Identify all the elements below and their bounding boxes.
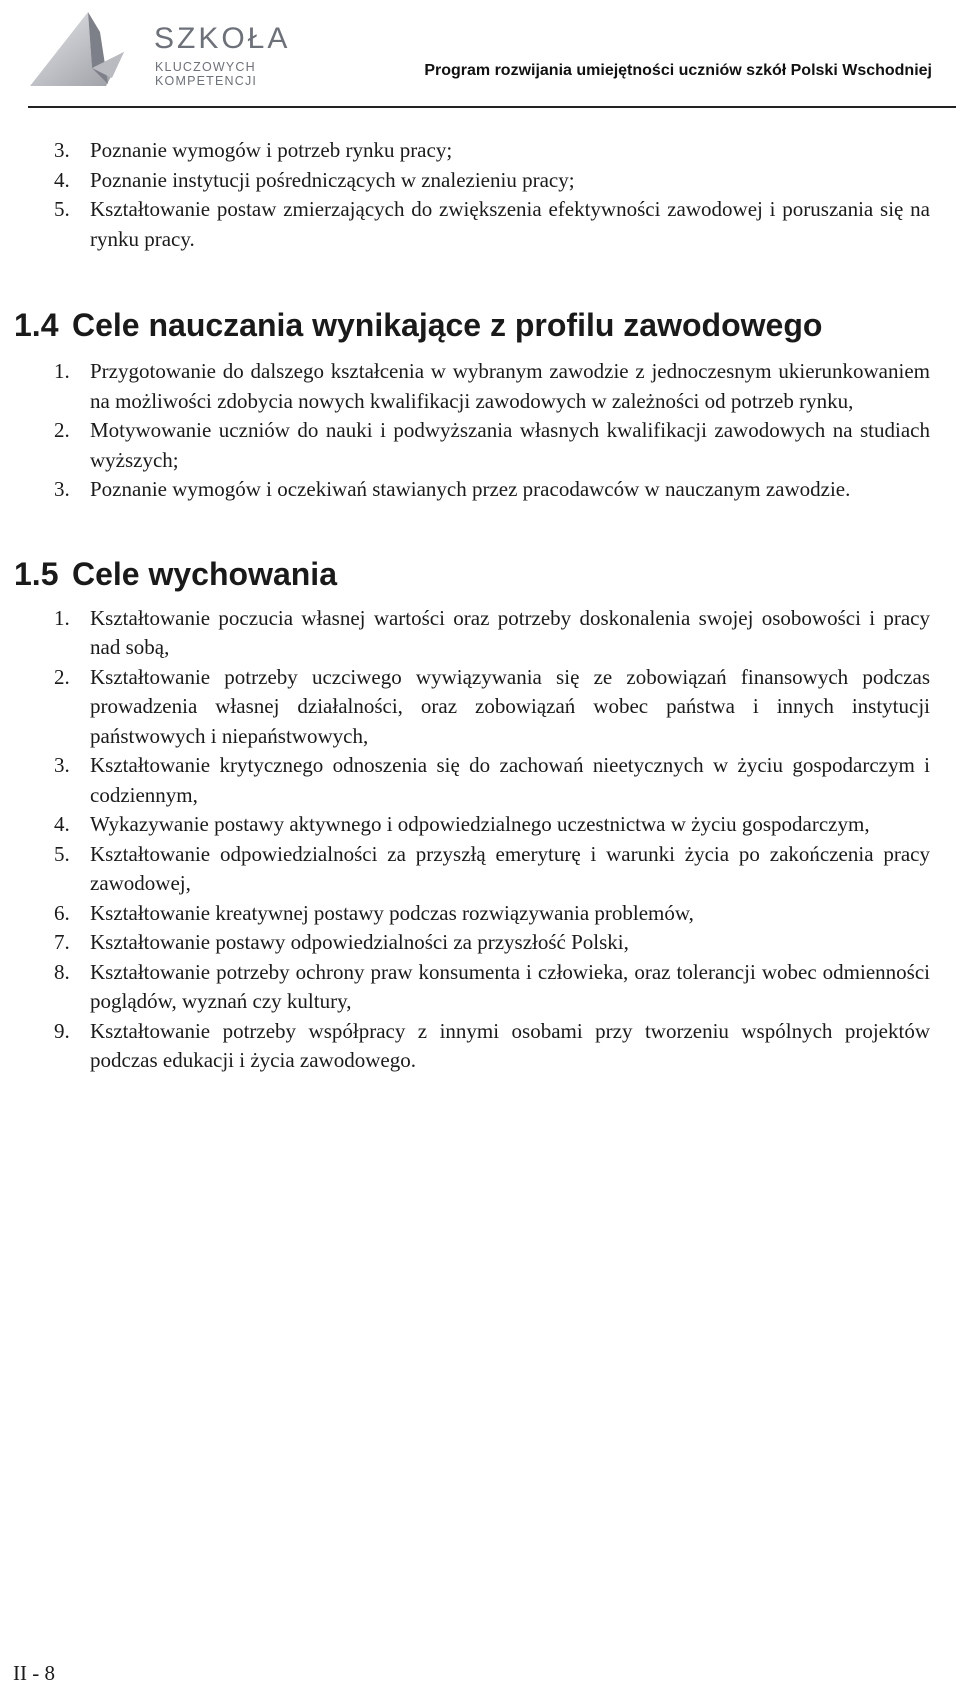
list-section-1-4 (54, 357, 930, 505)
item-text: Kształtowanie potrzeby współpracy z innymi osobami przy tworzeniu wspólnych projektów podczas edukacji i życia zawodowego. (90, 1018, 930, 1072)
item-number: 5. (54, 197, 70, 221)
item-number: 3. (54, 753, 70, 777)
list-top (54, 136, 930, 254)
list-section-1-5 (54, 604, 930, 1076)
item-text: Kształtowanie poczucia własnej wartości oraz potrzeby doskonalenia swojej osobowości i pracy nad sobą, (90, 605, 930, 659)
page-number: II - 8 (13, 1661, 55, 1685)
logo-title: SZKOŁA (154, 22, 291, 55)
page-header (0, 0, 960, 110)
list-item (54, 810, 930, 840)
item-text: Kształtowanie krytycznego odnoszenia się do zachowań nieetycznych w życiu gospodarczym i codziennym, (90, 753, 930, 807)
item-text: Motywowanie uczniów do nauki i podwyższania własnych kwalifikacji zawodowych na studiach wyższych; (90, 418, 930, 472)
school-logo (28, 8, 318, 88)
list-item (54, 899, 930, 929)
section-title: Cele nauczania wynikające z profilu zawodowego (72, 307, 823, 343)
section-heading-1-4 (14, 305, 930, 345)
program-title: Program rozwijania umiejętności uczniów szkół Polski Wschodniej (424, 62, 932, 79)
section-title: Cele wychowania (72, 555, 337, 592)
logo-subtitle: KLUCZOWYCH KOMPETENCJI (155, 60, 258, 88)
item-number: 1. (54, 605, 70, 630)
item-number: 4. (54, 812, 70, 836)
list-item (54, 604, 930, 663)
item-text: Wykazywanie postawy aktywnego i odpowiedzialnego uczestnictwa w życiu gospodarczym, (90, 812, 870, 836)
list-item (54, 416, 930, 475)
list-item (54, 663, 930, 752)
item-number: 1. (54, 359, 70, 383)
list-item (54, 166, 930, 196)
item-number: 3. (54, 477, 70, 501)
item-text: Kształtowanie kreatywnej postawy podczas rozwiązywania problemów, (90, 900, 694, 925)
item-number: 3. (54, 138, 70, 162)
list-item (54, 136, 930, 166)
list-item (54, 475, 930, 505)
item-number: 2. (54, 418, 70, 442)
item-number: 6. (54, 900, 70, 925)
item-text: Poznanie instytucji pośredniczących w znalezieniu pracy; (90, 167, 575, 192)
item-number: 2. (54, 664, 70, 689)
list-item (54, 928, 930, 958)
mountain-logo-icon (28, 8, 138, 88)
item-number: 5. (54, 841, 70, 866)
item-number: 4. (54, 167, 70, 192)
list-item (54, 357, 930, 416)
section-number: 1.5 (14, 555, 59, 592)
section-heading-1-5 (14, 554, 930, 594)
header-divider (28, 106, 956, 108)
list-item (54, 958, 930, 1017)
list-item (54, 1017, 930, 1076)
list-item (54, 840, 930, 899)
section-number: 1.4 (14, 307, 59, 343)
item-number: 7. (54, 930, 70, 954)
item-text: Kształtowanie potrzeby uczciwego wywiązywania się ze zobowiązań finansowych podczas prowadzenia własnej działalności, oraz zobowiązań wobec państwa i innych instytucji państwowych i niepaństwowych, (90, 664, 930, 748)
item-text: Kształtowanie postaw zmierzających do zwiększenia efektywności zawodowej i poruszania się na rynku pracy. (90, 197, 930, 251)
item-text: Kształtowanie odpowiedzialności za przyszłą emeryturę i warunki życia po zakończenia pracy zawodowej, (90, 841, 930, 895)
document-body (14, 136, 930, 1076)
item-text: Kształtowanie postawy odpowiedzialności za przyszłość Polski, (90, 930, 629, 954)
item-text: Poznanie wymogów i oczekiwań stawianych przez pracodawców w nauczanym zawodzie. (90, 477, 851, 501)
list-item (54, 195, 930, 254)
list-item (54, 751, 930, 810)
item-text: Poznanie wymogów i potrzeb rynku pracy; (90, 138, 453, 162)
item-number: 9. (54, 1018, 70, 1043)
item-text: Kształtowanie potrzeby ochrony praw konsumenta i człowieka, oraz tolerancji wobec odmienności poglądów, wyznań czy kultury, (90, 959, 930, 1013)
item-number: 8. (54, 959, 70, 984)
item-text: Przygotowanie do dalszego kształcenia w wybranym zawodzie z jednoczesnym ukierunkowaniem na możliwości zdobycia nowych kwalifikacji zawodowych w zależności od potrzeb rynku, (90, 359, 930, 413)
